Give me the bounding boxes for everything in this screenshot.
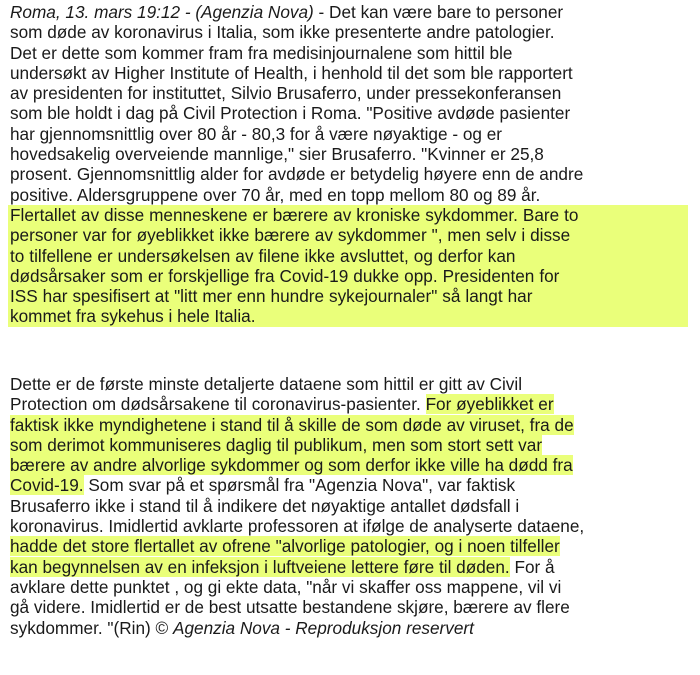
article-line	[10, 435, 686, 455]
article-line: Roma, 13. mars 19:12 - (Agenzia Nova) - Det kan være bare to personer	[10, 2, 564, 22]
paragraph-1	[10, 2, 686, 327]
highlighted-line: personer var for øyeblikket ikke bærere av sykdommer ", men selv i disse	[8, 225, 688, 245]
article-line: avklare dette punktet , og gi ekte data, "når vi skaffer oss mappene, vil vi	[10, 576, 562, 597]
highlighted-line: kommet fra sykehus i hele Italia.	[8, 306, 688, 326]
article-line: har gjennomsnittlig over 80 år - 80,3 for å være nøyaktige - og er	[10, 123, 502, 144]
article-line: hovedsakelig overveiende mannlige," sier Brusaferro. "Kvinner er 25,8	[10, 144, 544, 165]
article-line: Covid-19. Som svar på et spørsmål fra "Agenzia Nova", var faktisk	[10, 475, 516, 496]
article-line: som døde av koronavirus i Italia, som ikke presenterte andre patologier.	[10, 22, 555, 43]
highlight: kan begynnelsen av en infeksjon i luftveiene lettere føre til døden.	[10, 556, 510, 577]
article-line: Det er dette som kommer fram fra medisinjournalene som hittil ble	[10, 42, 513, 63]
article-line: positive. Aldersgruppene over 70 år, med en topp mellom 80 og 89 år.	[10, 184, 541, 205]
highlight: faktisk ikke myndighetene i stand til å skille de som døde av viruset, fra de	[10, 414, 574, 435]
highlight: For øyeblikket er	[425, 394, 554, 415]
highlight: hadde det store flertallet av ofrene "alvorlige patologier, og i noen tilfeller	[10, 536, 560, 557]
highlight: Covid-19.	[10, 475, 84, 496]
article-line	[10, 536, 686, 556]
article-line: som ble holdt i dag på Civil Protection i Roma. "Positive avdøde pasienter	[10, 103, 571, 124]
article-line: Protection om dødsårsakene til coronavirus-pasienter. For øyeblikket er	[10, 394, 554, 415]
highlight: som derimot kommuniseres daglig til publikum, men som stort sett var	[10, 434, 543, 455]
article-line: av presidenten for instituttet, Silvio Brusaferro, under pressekonferansen	[10, 83, 562, 104]
paragraph-2	[10, 374, 686, 638]
highlighted-line: to tilfellene er undersøkelsen av filene ikke avsluttet, og derfor kan	[8, 246, 688, 266]
article-line: Dette er de første minste detaljerte dataene som hittil er gitt av Civil	[10, 374, 523, 394]
article-line	[10, 415, 686, 435]
article-line: gå videre. Imidlertid er de best utsatte bestandene skjøre, bærere av flere	[10, 597, 570, 618]
article-line: prosent. Gjennomsnittlig alder for avdøde er betydelig høyere enn de andre	[10, 164, 584, 185]
highlighted-line: ISS har spesifisert at "litt mer enn hundre sykejournaler" så langt har	[8, 286, 688, 306]
highlighted-line: dødsårsaker som er forskjellige fra Covid-19 dukke opp. Presidenten for	[8, 266, 688, 286]
article-line: Brusaferro ikke i stand til å indikere det nøyaktige antallet dødsfall i	[10, 495, 520, 516]
highlight: bærere av andre alvorlige sykdommer og som derfor ikke ville ha dødd fra	[10, 455, 573, 476]
article-line: undersøkt av Higher Institute of Health, i henhold til det som ble rapportert	[10, 62, 573, 83]
copyright-credit: Agenzia Nova - Reproduksjon reservert	[172, 617, 474, 638]
article-line: sykdommer. "(Rin) © Agenzia Nova - Reproduksjon reservert	[10, 617, 474, 638]
article-line: koronavirus. Imidlertid avklarte professoren at ifølge de analyserte dataene,	[10, 516, 585, 537]
dateline: Roma, 13. mars 19:12 - (Agenzia Nova)	[10, 2, 314, 22]
article-line: kan begynnelsen av en infeksjon i luftveiene lettere føre til døden. For å	[10, 556, 555, 577]
highlighted-line: Flertallet av disse menneskene er bærere av kroniske sykdommer. Bare to	[8, 205, 688, 225]
article-line	[10, 455, 686, 475]
